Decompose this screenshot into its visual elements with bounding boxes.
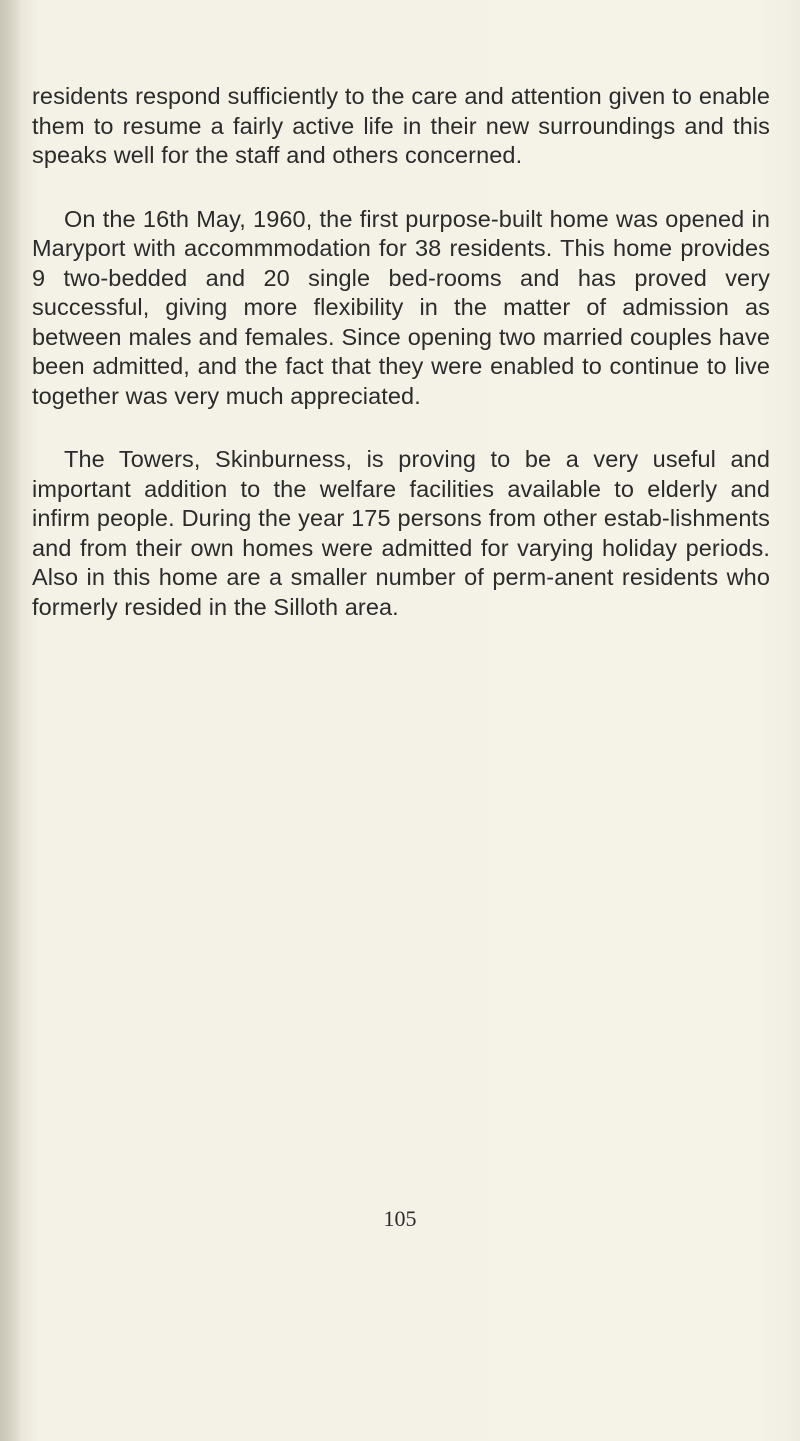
paragraph-1: residents respond sufficiently to the care and attention given to enable them to resume a fairly active life in their new surroundings and this speaks well for the staff and others concerned. bbox=[32, 83, 770, 168]
body-text bbox=[32, 82, 770, 656]
paragraph-2: On the 16th May, 1960, the first purpose-built home was opened in Maryport with accommmodation for 38 residents. This home provides 9 two-bedded and 20 single bed-rooms and has proved very successful, giving more flexibility in the matter of admission as between males and females. Since opening two married couples have been admitted, and the fact that they were enabled to continue to live together was very much appreciated. bbox=[32, 205, 770, 409]
page-number: 105 bbox=[383, 1206, 417, 1231]
paragraph-3: The Towers, Skinburness, is proving to be a very useful and important addition to the welfare facilities available to elderly and infirm people. During the year 175 persons from other estab-lishments and from their own homes were admitted for varying holiday periods. Also in this home are a smaller number of perm-anent residents who formerly resided in the Silloth area. bbox=[32, 446, 770, 620]
